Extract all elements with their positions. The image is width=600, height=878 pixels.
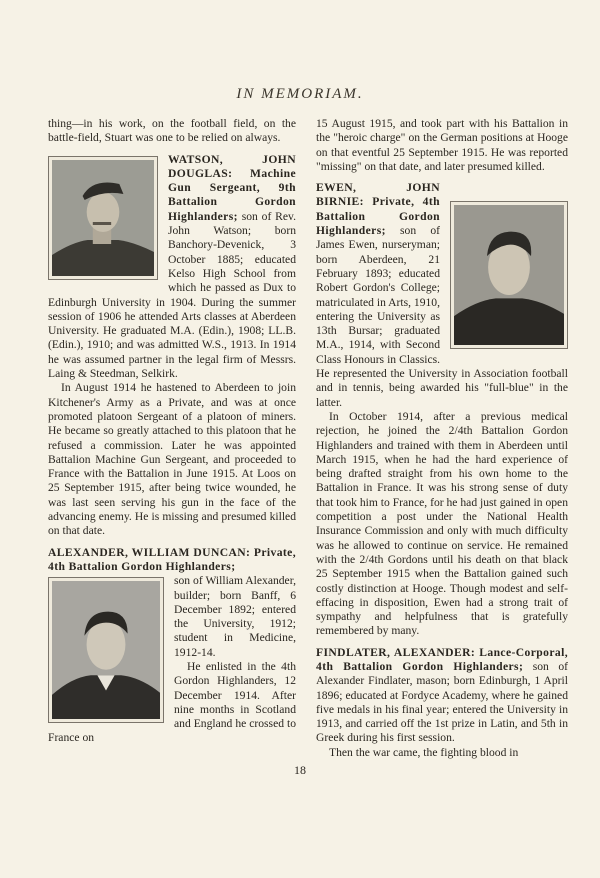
entry-text-ewen: son of James Ewen, nurseryman; born Aberdeen, 21 February 1893; educated Robert Gordon's College; matriculated in Arts, 1910, entering the University as 13th Bursar; graduated M.A., 1914, with Second Class Honours in Classics. He represented the University in Association football and in tennis, being awarded his "full-blue" in the latter. [316, 224, 568, 409]
entry-heading-findlater: FINDLATER, ALEXANDER: Lance-Corporal, 4th Battalion Gordon Highlanders; [316, 645, 568, 673]
continuation-paragraph: thing—in his work, on the football field, on the battle-field, Stuart was one to be relied on always. [48, 117, 296, 145]
entry-text-watson: son of Rev. John Watson; born Banchory-Devenick, 3 October 1885; educated Kelso High School from which he passed as Dux to Edinburgh University in 1904. During the summer session of 1906 he attended Arts classes at Aberdeen University. He graduated M.A. (Edin.), 1908; LL.B. (Edin.), 1910; and was admitted W.S., 1913. In 1914 he was assumed partner in the legal firm of Messrs. Laing & Steedman, Selkirk. [48, 209, 296, 381]
page-number: 18 [294, 763, 306, 777]
right-column [316, 117, 568, 760]
entry-ewen [316, 181, 568, 639]
portrait-watson [48, 156, 158, 280]
entry-watson [48, 153, 296, 539]
entry-para2-ewen: In October 1914, after a previous medical rejection, he joined the 2/4th Battalion Gordon Highlanders and trained with them in Aberdeen until March 1915, when he had the hard experience of being drafted straight from his own home to the Battalion in France. It was his strong sense of duty that took him to France, for he had just gained in open competition a post under the National Health Insurance Commission and only with much difficulty was he allowed to continue on service. He remained with the 2/4th Gordons until his death on that black 25 September 1915 when the Battalion gained such costly distinction at Hooge. Though modest and self-effacing in disposition, Ewen had a strong trait of sympathy and helpfulness that is gratefully remembered by many. [316, 409, 568, 638]
portrait-watson-image [52, 160, 154, 276]
page-header: IN MEMORIAM. [236, 86, 364, 102]
entry-heading-watson: WATSON, JOHN DOUGLAS: Machine Gun Sergeant, 9th Battalion Gordon Highlanders; [168, 152, 296, 223]
entry-findlater [316, 646, 568, 760]
entry-heading-alexander: ALEXANDER, WILLIAM DUNCAN: Private, 4th Battalion Gordon Highlanders; [48, 545, 296, 573]
entry-para2-watson: In August 1914 he hastened to Aberdeen to join Kitchener's Army as a Private, and was at once promoted platoon Sergeant of a platoon of miners. He became so greatly attached to this platoon that he refused a commission. Later he was appointed Battalion Machine Gun Sergeant, and proceeded to France with the Battalion in June 1915. At Loos on 25 September 1915, after being twice wounded, he was last seen serving his gun in the face of the advancing enemy. He is missing and presumed killed on that date. [48, 381, 296, 538]
entry-alexander [48, 546, 296, 746]
portrait-alexander [48, 577, 164, 723]
left-column [48, 117, 296, 746]
portrait-alexander-image [52, 581, 160, 719]
entry-heading-ewen: EWEN, JOHN BIRNIE: Private, 4th Battalion Gordon Highlanders; [316, 181, 440, 238]
right-continuation-paragraph: 15 August 1915, and took part with his Battalion in the "heroic charge" on the German positions at Hooge on that eventful 25 September 1915. He was reported "missing" on that date, and later presumed killed. [316, 117, 568, 173]
entry-para2-alexander: He enlisted in the 4th Gordon Highlanders, 12 December 1914. After nine months in Scotland and England he crossed to France on [48, 659, 296, 745]
entry-text-findlater: son of Alexander Findlater, mason; born Edinburgh, 1 April 1896; educated at Fordyce Academy, where he gained five medals in his final year; entered the University in 1913, and carried off the 1st prize in Latin, and 5th in Greek during his first session. [316, 659, 568, 745]
portrait-ewen-image [454, 205, 564, 345]
entry-para2-findlater: Then the war came, the fighting blood in [329, 745, 519, 759]
entry-text-alexander: son of William Alexander, builder; born Banff, 6 December 1892; entered the University, 1912; student in Medicine, 1912-14. [174, 574, 296, 659]
portrait-ewen [450, 201, 568, 349]
